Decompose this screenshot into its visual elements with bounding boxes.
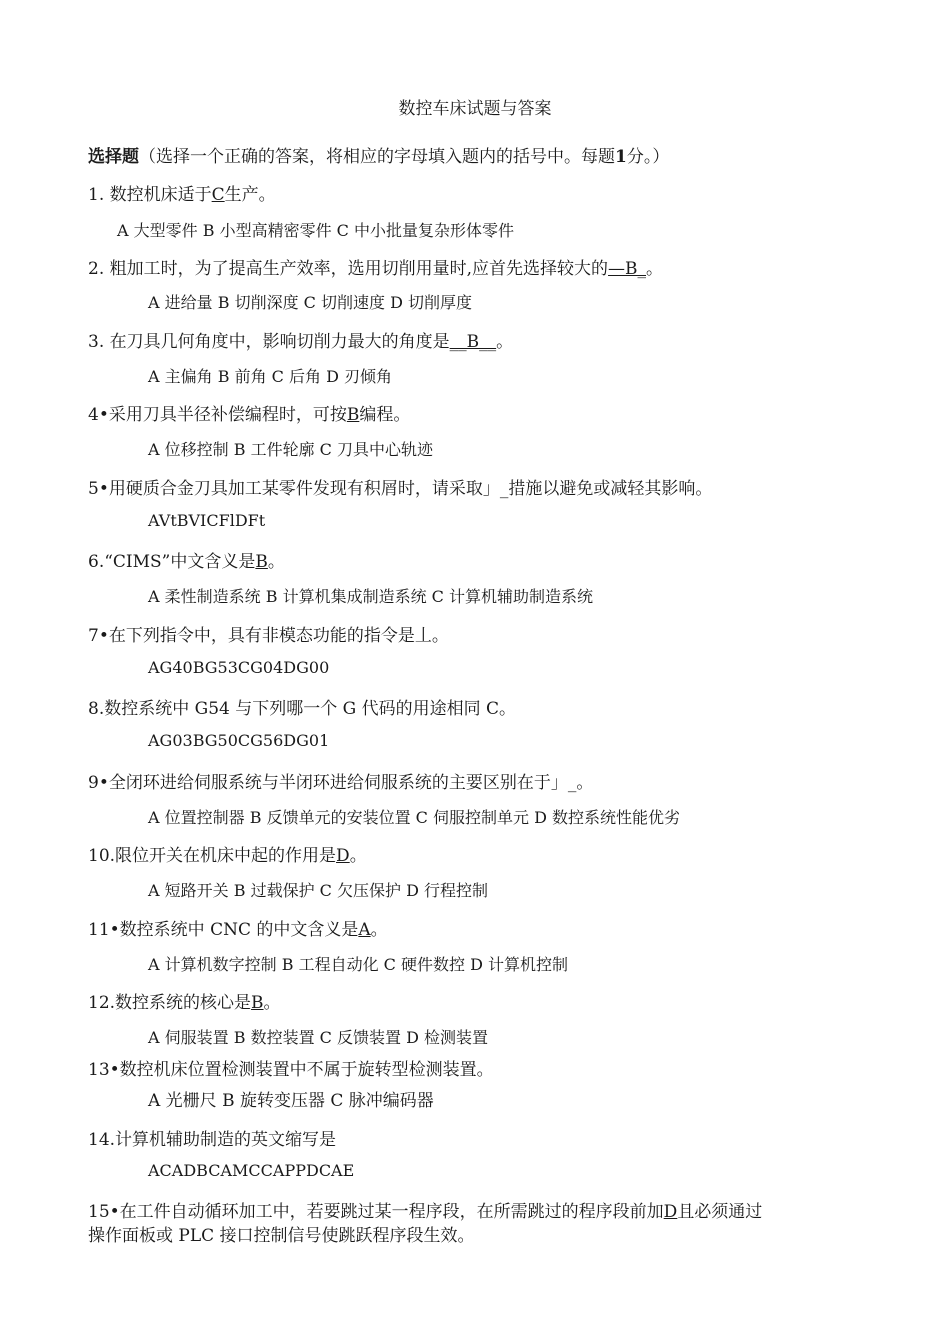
answer: B [255,552,268,572]
question-text: 1. 数控机床适于 [88,185,212,205]
question-4 [88,400,410,425]
options-11: A 计算机数字控制 B 工程自动化 C 硬件数控 D 计算机控制 [148,955,568,974]
section-note: （选择一个正确的答案，将相应的字母填入题内的括号中。每题 [139,147,615,167]
options-9: A 位置控制器 B 反馈单元的安装位置 C 伺服控制单元 D 数控系统性能优劣 [148,808,680,827]
question-tail: 。 [267,552,285,572]
question-13: 13•数控机床位置检测装置中不属于旋转型检测装置。 [88,1060,494,1080]
question-text: 2. 粗加工时，为了提高生产效率，选用切削用量时,应首先选择较大的 [88,259,609,279]
question-6 [88,547,285,572]
section-heading [88,142,669,167]
options-1: A 大型零件 B 小型高精密零件 C 中小批量复杂形体零件 [117,221,514,240]
question-10 [88,841,367,866]
answer: —B_ [608,259,647,279]
section-label: 选择题 [88,147,139,167]
options-2: A 进给量 B 切削深度 C 切削速度 D 切削厚度 [148,293,472,312]
question-15 [88,1197,762,1222]
answer: B [346,405,360,425]
options-12: A 伺服装置 B 数控装置 C 反馈装置 D 检测装置 [148,1028,488,1047]
options-6: A 柔性制造系统 B 计算机集成制造系统 C 计算机辅助制造系统 [148,587,593,606]
question-tail: 。 [349,846,367,866]
question-tail: 。 [370,920,388,940]
question-15-line-2: 操作面板或 PLC 接口控制信号使跳跃程序段生效。 [88,1226,475,1246]
question-3 [88,327,513,352]
question-5: 5•用硬质合金刀具加工某零件发现有积屑时，请采取」_措施以避免或减轻其影响。 [88,479,713,499]
options-5: AVtBVICFlDFt [148,511,266,530]
question-1 [88,180,276,205]
question-text: 6.“CIMS”中文含义是 [88,552,256,572]
question-tail: 编程。 [359,405,411,425]
answer: A [358,920,371,940]
answer: D [663,1202,678,1222]
question-text: 4•采用刀具半径补偿编程时，可按 [88,405,347,425]
options-3: A 主偏角 B 前角 C 后角 D 刃倾角 [148,367,392,386]
question-14: 14.计算机辅助制造的英文缩写是 [88,1130,337,1150]
question-tail: 生产。 [224,185,276,205]
question-2 [88,254,663,279]
options-7: AG40BG53CG04DG00 [148,658,330,677]
question-8: 8.数控系统中 G54 与下列哪一个 G 代码的用途相同 C。 [88,699,517,719]
answer: D [336,846,350,866]
question-tail: 且必须通过 [677,1202,763,1222]
question-text: 11•数控系统中 CNC 的中文含义是 [88,920,359,940]
options-13: A 光栅尺 B 旋转变压器 C 脉冲编码器 [148,1091,434,1111]
question-tail: 。 [496,332,514,352]
question-7: 7•在下列指令中，具有非模态功能的指令是丄。 [88,626,449,646]
question-12 [88,988,281,1013]
options-10: A 短路开关 B 过载保护 C 欠压保护 D 行程控制 [148,881,488,900]
question-text: 3. 在刀具几何角度中，影响切削力最大的角度是 [88,332,450,352]
question-tail: 。 [646,259,664,279]
question-tail: 。 [263,993,281,1013]
options-8: AG03BG50CG56DG01 [148,731,330,750]
question-text: 10.限位开关在机床中起的作用是 [88,846,337,866]
question-text: 15•在工件自动循环加工中，若要跳过某一程序段，在所需跳过的程序段前加 [88,1202,664,1222]
answer: __B__ [449,332,497,352]
question-text: 12.数控系统的核心是 [88,993,252,1013]
options-14: ACADBCAMCCAPPDCAE [148,1161,355,1180]
answer: B [251,993,264,1013]
page-title: 数控车床试题与答案 [398,99,552,119]
question-11 [88,915,388,940]
section-tail: 分。） [626,147,670,167]
answer: C [211,185,225,205]
section-points: 1 [615,147,627,167]
options-4: A 位移控制 B 工件轮廓 C 刀具中心轨迹 [148,440,433,459]
question-9: 9•全闭环进给伺服系统与半闭环进给伺服系统的主要区别在于」_。 [88,773,594,793]
